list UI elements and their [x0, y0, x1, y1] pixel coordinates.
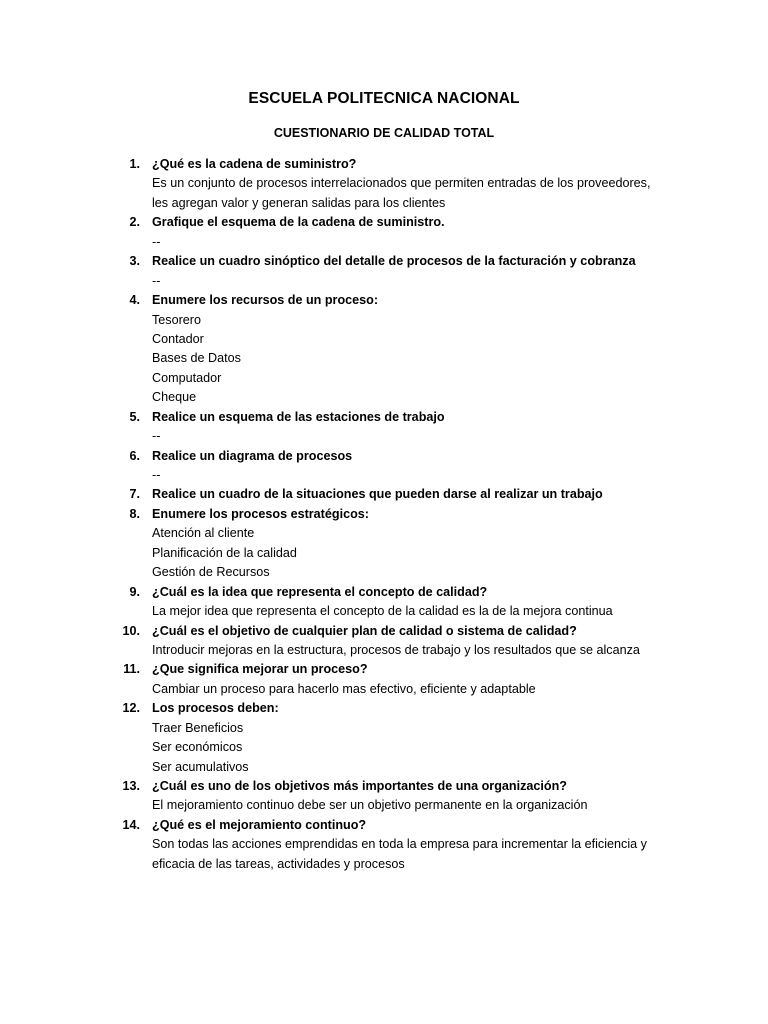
- question-number: 6.: [129, 448, 140, 463]
- question-item: [0, 447, 768, 466]
- question-number: 5.: [129, 409, 140, 424]
- answer-line: [0, 194, 768, 213]
- document-title: ESCUELA POLITECNICA NACIONAL: [248, 90, 520, 107]
- answer-line: [0, 369, 768, 388]
- question-number: 9.: [129, 584, 140, 599]
- question-item: [0, 699, 768, 718]
- question-text: ¿Cuál es el objetivo de cualquier plan de calidad o sistema de calidad?: [152, 623, 577, 638]
- answer-line: [0, 835, 768, 854]
- question-list: [0, 155, 768, 874]
- answer-line: [0, 641, 768, 660]
- question-item: [0, 777, 768, 796]
- question-text: ¿Cuál es la idea que representa el concepto de calidad?: [152, 584, 488, 599]
- answer-text: Computador: [152, 370, 222, 385]
- answer-text: Cheque: [152, 390, 197, 405]
- answer-text: Planificación de la calidad: [152, 545, 297, 560]
- question-number: 8.: [129, 506, 140, 521]
- answer-line: [0, 796, 768, 815]
- answer-text: Contador: [152, 331, 204, 346]
- answer-line: [0, 680, 768, 699]
- question-text: Realice un cuadro sinóptico del detalle de procesos de la facturación y cobranza: [152, 254, 636, 269]
- answer-text: Es un conjunto de procesos interrelacionados que permiten entradas de los proveedores,: [152, 176, 651, 191]
- question-text: ¿Que significa mejorar un proceso?: [152, 662, 368, 677]
- question-item: [0, 252, 768, 271]
- question-item: [0, 213, 768, 232]
- answer-text: les agregan valor y generan salidas para los clientes: [152, 195, 446, 210]
- answer-text: La mejor idea que representa el concepto de la calidad es la de la mejora continua: [152, 604, 613, 619]
- question-number: 7.: [129, 487, 140, 502]
- answer-line: [0, 738, 768, 757]
- answer-text: El mejoramiento continuo debe ser un objetivo permanente en la organización: [152, 798, 588, 813]
- answer-text: --: [152, 429, 161, 444]
- question-text: ¿Qué es la cadena de suministro?: [152, 157, 357, 171]
- question-item: [0, 408, 768, 427]
- answer-line: [0, 855, 768, 874]
- answer-text: Gestión de Recursos: [152, 565, 270, 580]
- answer-text: --: [152, 234, 161, 249]
- answer-text: Ser económicos: [152, 740, 243, 755]
- question-number: 14.: [122, 817, 140, 832]
- question-item: [0, 622, 768, 641]
- answer-text: Introducir mejoras en la estructura, procesos de trabajo y los resultados que se alcanza: [152, 642, 640, 657]
- question-text: Realice un esquema de las estaciones de trabajo: [152, 409, 445, 424]
- answer-text: Bases de Datos: [152, 351, 241, 366]
- question-number: 4.: [129, 293, 140, 308]
- answer-line: [0, 174, 768, 193]
- question-item: [0, 485, 768, 504]
- question-text: Grafique el esquema de la cadena de suministro.: [152, 215, 445, 230]
- answer-line: [0, 233, 768, 252]
- question-text: Realice un diagrama de procesos: [152, 448, 353, 463]
- question-text: Realice un cuadro de la situaciones que pueden darse al realizar un trabajo: [152, 487, 603, 502]
- question-item: [0, 816, 768, 835]
- question-item: [0, 155, 768, 174]
- question-item: [0, 291, 768, 310]
- answer-line: [0, 330, 768, 349]
- answer-line: [0, 563, 768, 582]
- question-text: ¿Qué es el mejoramiento continuo?: [152, 817, 367, 832]
- answer-text: Tesorero: [152, 312, 201, 327]
- question-item: [0, 505, 768, 524]
- document-subtitle: CUESTIONARIO DE CALIDAD TOTAL: [273, 126, 495, 140]
- question-number: 12.: [122, 701, 140, 716]
- answer-text: Cambiar un proceso para hacerlo mas efectivo, eficiente y adaptable: [152, 681, 536, 696]
- question-number: 1.: [129, 157, 140, 171]
- answer-line: [0, 524, 768, 543]
- question-number: 3.: [129, 254, 140, 269]
- question-text: Enumere los recursos de un proceso:: [152, 293, 379, 308]
- answer-text: Traer Beneficios: [152, 720, 244, 735]
- question-text: ¿Cuál es uno de los objetivos más importantes de una organización?: [152, 779, 567, 793]
- question-item: [0, 583, 768, 602]
- answer-text: Atención al cliente: [152, 526, 255, 541]
- answer-line: [0, 388, 768, 407]
- question-text: Enumere los procesos estratégicos:: [152, 506, 369, 521]
- answer-text: Ser acumulativos: [152, 759, 249, 774]
- answer-text: eficacia de las tareas, actividades y procesos: [152, 856, 405, 871]
- question-number: 13.: [122, 779, 140, 793]
- question-item: [0, 660, 768, 679]
- answer-line: [0, 602, 768, 621]
- answer-line: [0, 311, 768, 330]
- answer-line: [0, 272, 768, 291]
- answer-line: [0, 466, 768, 485]
- answer-text: --: [152, 273, 161, 288]
- answer-line: [0, 758, 768, 777]
- answer-line: [0, 427, 768, 446]
- answer-line: [0, 544, 768, 563]
- answer-text: --: [152, 468, 161, 482]
- answer-line: [0, 719, 768, 738]
- question-number: 10.: [122, 623, 140, 638]
- answer-text: Son todas las acciones emprendidas en toda la empresa para incrementar la eficiencia y: [152, 837, 647, 852]
- question-text: Los procesos deben:: [152, 701, 279, 716]
- question-number: 2.: [129, 215, 140, 230]
- question-number: 11.: [123, 662, 140, 677]
- answer-line: [0, 349, 768, 368]
